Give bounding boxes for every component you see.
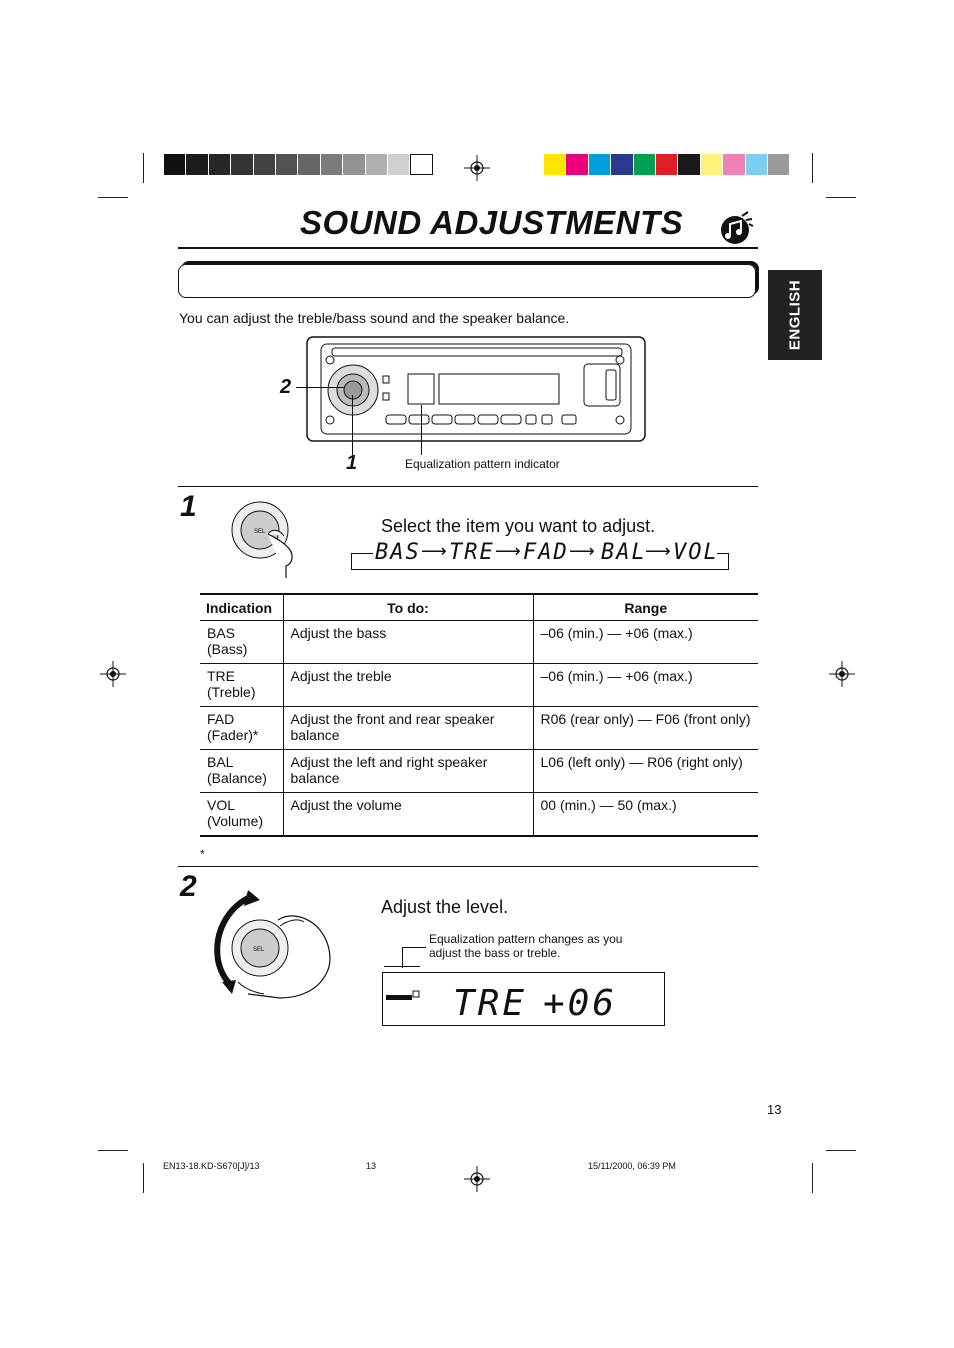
title-rule: [178, 247, 758, 249]
display-value: +06: [543, 983, 618, 1024]
callout-line: [421, 405, 422, 455]
step-number-2: 2: [180, 870, 197, 903]
color-swatch: [276, 154, 298, 175]
language-tab: [768, 270, 822, 360]
arrow-right-icon: ⟶: [569, 541, 595, 561]
range-cell: –06 (min.) — +06 (max.): [533, 621, 758, 664]
footnote-marker: *: [200, 847, 205, 861]
crop-mark: [812, 1163, 813, 1193]
column-header: To do:: [283, 594, 533, 621]
registration-mark-icon: [464, 155, 490, 181]
indication-code: BAL: [207, 754, 234, 770]
color-swatch: [634, 154, 656, 175]
color-swatch: [611, 154, 633, 175]
indication-cell: [200, 664, 283, 707]
todo-cell: Adjust the bass: [283, 621, 533, 664]
arrow-right-icon: ⟶: [645, 541, 671, 561]
color-swatch: [164, 154, 186, 175]
color-swatch: [544, 154, 566, 175]
step-number-1: 1: [180, 490, 197, 523]
indication-cell: [200, 750, 283, 793]
color-swatch: [589, 154, 611, 175]
eq-callout-line: [402, 947, 403, 968]
eq-callout-line: [402, 947, 426, 948]
sequence-return-line: [728, 553, 729, 570]
color-swatch: [410, 154, 432, 175]
sequence-return-line: [351, 569, 729, 570]
range-cell: –06 (min.) — +06 (max.): [533, 664, 758, 707]
todo-cell: Adjust the treble: [283, 664, 533, 707]
crop-mark: [98, 1150, 128, 1151]
eq-indicator-label: Equalization pattern indicator: [405, 457, 560, 471]
intro-text: You can adjust the treble/bass sound and the speaker balance.: [179, 310, 570, 326]
indication-name: (Balance): [207, 770, 267, 786]
color-swatch: [186, 154, 208, 175]
color-swatch: [298, 154, 320, 175]
crop-mark: [826, 197, 856, 198]
color-swatch: [321, 154, 343, 175]
sequence-item-bal: BAL: [601, 540, 647, 565]
column-header: Range: [533, 594, 758, 621]
color-swatch: [746, 154, 768, 175]
indication-code: BAS: [207, 625, 236, 641]
music-note-icon: [718, 210, 756, 246]
car-stereo-diagram: [306, 336, 646, 442]
svg-text:SEL: SEL: [254, 529, 266, 535]
color-swatch: [231, 154, 253, 175]
table-row: [200, 621, 758, 664]
footer-timestamp: 15/11/2000, 06:39 PM: [588, 1161, 676, 1171]
eq-pattern-note: Equalization pattern changes as you adjust the bass or treble.: [429, 932, 623, 960]
control-dial-rotate-icon: [208, 890, 338, 1002]
language-label: ENGLISH: [786, 279, 804, 351]
table-row: [200, 707, 758, 750]
color-swatch: [566, 154, 588, 175]
color-swatch: [366, 154, 388, 175]
indication-name: (Volume): [207, 813, 264, 829]
callout-1: 1: [346, 452, 358, 474]
indication-cell: [200, 793, 283, 837]
eq-callout-line: [384, 966, 420, 967]
callout-line: [352, 395, 353, 455]
step2-instruction: Adjust the level.: [381, 897, 509, 917]
table-row: [200, 664, 758, 707]
color-swatch: [343, 154, 365, 175]
crop-mark: [98, 197, 128, 198]
page-title: SOUND ADJUSTMENTS: [300, 204, 684, 241]
color-swatch: [388, 154, 410, 175]
column-header: Indication: [200, 594, 283, 621]
indication-code: TRE: [207, 668, 235, 684]
color-swatch: [656, 154, 678, 175]
color-swatch: [209, 154, 231, 175]
table-header-row: [200, 594, 758, 621]
range-cell: 00 (min.) — 50 (max.): [533, 793, 758, 837]
todo-cell: Adjust the left and right speaker balance: [283, 750, 533, 793]
color-swatch: [254, 154, 276, 175]
step1-instruction: Select the item you want to adjust.: [381, 516, 656, 536]
color-swatch: [701, 154, 723, 175]
crop-mark: [143, 1163, 144, 1193]
footer-file: EN13-18.KD-S670[J]/13: [163, 1161, 260, 1171]
control-dial-press-icon: [228, 498, 318, 578]
arrow-right-icon: ⟶: [421, 541, 447, 561]
section-heading-box: [178, 264, 756, 298]
sequence-return-line: [717, 553, 729, 554]
registration-mark-icon: [100, 661, 126, 687]
svg-text:SEL: SEL: [253, 947, 265, 953]
indication-cell: [200, 707, 283, 750]
sequence-return-line: [351, 553, 352, 570]
callout-line: [296, 387, 344, 388]
color-swatch: [768, 154, 790, 175]
lcd-display: [382, 972, 665, 1026]
crop-mark: [826, 1150, 856, 1151]
indication-code: FAD: [207, 711, 235, 727]
registration-mark-icon: [829, 661, 855, 687]
sequence-item-vol: VOL: [673, 540, 719, 565]
range-cell: R06 (rear only) — F06 (front only): [533, 707, 758, 750]
crop-mark: [812, 153, 813, 183]
indication-name: (Fader)*: [207, 727, 259, 743]
indication-code: VOL: [207, 797, 236, 813]
footer-page: 13: [366, 1161, 377, 1171]
indication-name: (Bass): [207, 641, 248, 657]
color-swatch: [678, 154, 700, 175]
registration-mark-icon: [464, 1166, 490, 1192]
todo-cell: Adjust the front and rear speaker balance: [283, 707, 533, 750]
todo-cell: Adjust the volume: [283, 793, 533, 837]
page-number: 13: [767, 1102, 782, 1117]
sequence-item-bas: BAS: [375, 540, 421, 565]
crop-mark: [143, 153, 144, 183]
sequence-item-fad: FAD: [523, 540, 569, 565]
display-item: TRE: [453, 983, 528, 1024]
sequence-item-tre: TRE: [449, 540, 495, 565]
callout-2: 2: [280, 376, 292, 398]
indication-sequence: [351, 540, 729, 570]
eq-pattern-icon: [386, 989, 426, 1001]
section-divider: [178, 486, 758, 487]
section-divider: [178, 866, 758, 867]
color-swatch: [723, 154, 745, 175]
arrow-right-icon: ⟶: [495, 541, 521, 561]
adjustment-table: [200, 593, 758, 837]
table-row: [200, 793, 758, 837]
indication-cell: [200, 621, 283, 664]
range-cell: L06 (left only) — R06 (right only): [533, 750, 758, 793]
table-row: [200, 750, 758, 793]
indication-name: (Treble): [207, 684, 256, 700]
sequence-return-line: [351, 553, 373, 554]
